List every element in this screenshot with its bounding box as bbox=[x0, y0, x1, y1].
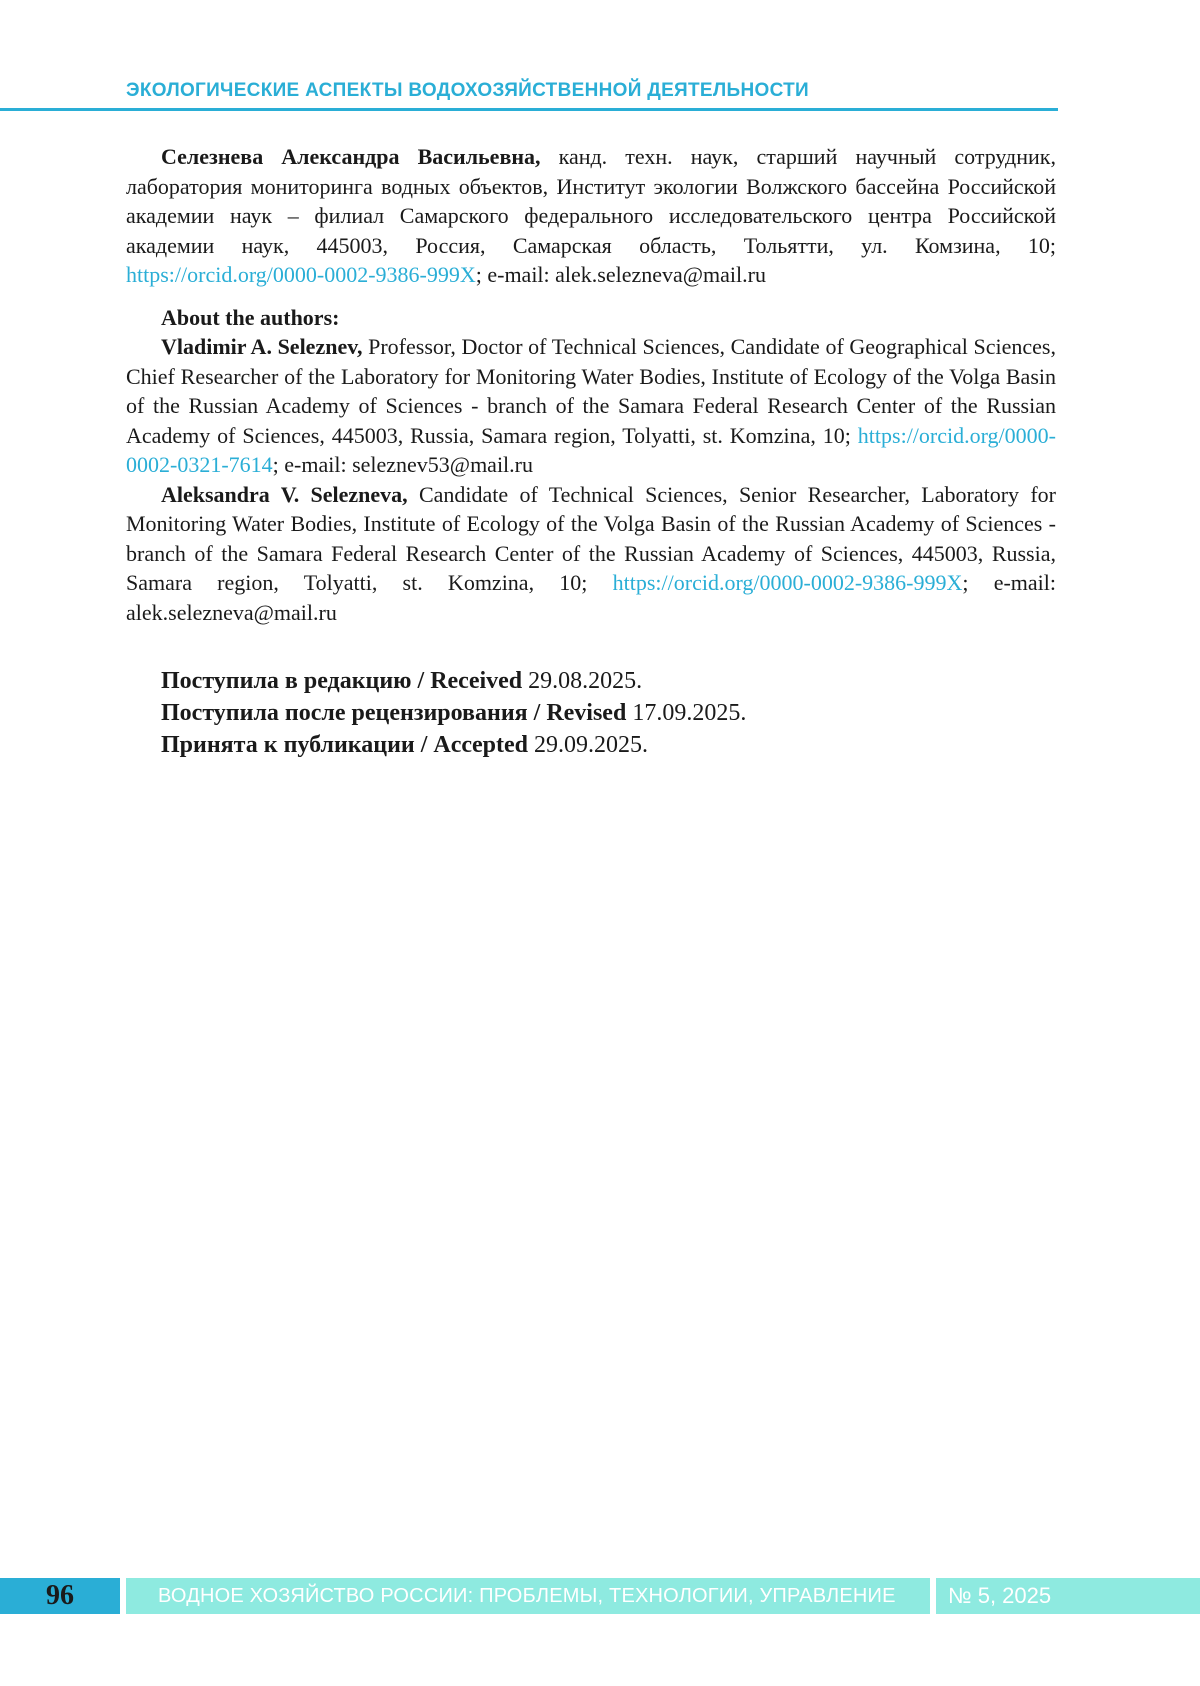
author-details-ru: канд. техн. наук, старший научный сотрудник, лаборатория мониторинга водных объектов, Институт экологии Волжского бассейна Российской академии наук – филиал Самарского федерального исследовательского центра Российской академии наук, 445003, Россия, Самарская область, Тольятти, ул. Комзина, 10; bbox=[126, 144, 1056, 258]
article-dates bbox=[126, 665, 1056, 761]
author-bio-en-2 bbox=[126, 480, 1056, 628]
about-authors-heading: About the authors: bbox=[161, 304, 340, 330]
running-title: ЭКОЛОГИЧЕСКИЕ АСПЕКТЫ ВОДОХОЗЯЙСТВЕННОЙ ДЕЯТЕЛЬНОСТИ bbox=[126, 80, 809, 101]
orcid-link-en-2[interactable]: https://orcid.org/0000-0002-9386-999X bbox=[612, 570, 963, 595]
author-name-ru: Селезнева Александра Васильевна, bbox=[161, 144, 541, 169]
author-details-en-2: Candidate of Technical Sciences, Senior Researcher, Laboratory for Monitoring Water Bodies, Institute of Ecology of the Volga Basin of the Russian Academy of Sciences - branch of the Samara Federal Research Center of the Russian Academy of Sciences, 445003, Russia, Samara region, Tolyatti, st. Komzina, 10; bbox=[126, 481, 1056, 595]
author-email-ru: ; e-mail: alek.selezneva@mail.ru bbox=[475, 262, 766, 287]
received-date: Поступила в редакцию / Received 29.08.2025. bbox=[161, 668, 643, 694]
article-content bbox=[126, 142, 1056, 761]
author-email-en-1: ; e-mail: seleznev53@mail.ru bbox=[272, 452, 533, 477]
author-bio-ru bbox=[126, 142, 1056, 290]
author-name-en-1: Vladimir A. Seleznev, bbox=[161, 334, 363, 359]
journal-title: ВОДНОЕ ХОЗЯЙСТВО РОССИИ: ПРОБЛЕМЫ, ТЕХНОЛОГИИ, УПРАВЛЕНИЕ bbox=[126, 1578, 930, 1614]
author-name-en-2: Aleksandra V. Selezneva, bbox=[161, 481, 408, 507]
revised-date: Поступила после рецензирования / Revised 17.09.2025. bbox=[161, 700, 747, 726]
author-details-en-1: Professor, Doctor of Technical Sciences, Candidate of Geographical Sciences, Chief Researcher of the Laboratory for Monitoring Water Bodies, Institute of Ecology of the Volga Basin of the Russian Academy of Sciences - branch of the Samara Federal Research Center of the Russian Academy of Sciences, 445003, Russia, Samara region, Tolyatti, st. Komzina, 10; bbox=[126, 334, 1056, 448]
issue-number: № 5, 2025 bbox=[936, 1578, 1200, 1614]
header-rule bbox=[0, 108, 1058, 111]
orcid-link-ru[interactable]: https://orcid.org/0000-0002-9386-999X bbox=[126, 262, 476, 287]
orcid-link-en-1[interactable]: https://orcid.org/0000-0002-0321-7614 bbox=[126, 422, 1056, 477]
author-bio-en-1 bbox=[126, 332, 1056, 480]
accepted-date: Принята к публикации / Accepted 29.09.2025. bbox=[161, 732, 649, 758]
page-number: 96 bbox=[0, 1578, 120, 1614]
author-email-en-2: ; e-mail: alek.selezneva@mail.ru bbox=[126, 570, 1056, 625]
